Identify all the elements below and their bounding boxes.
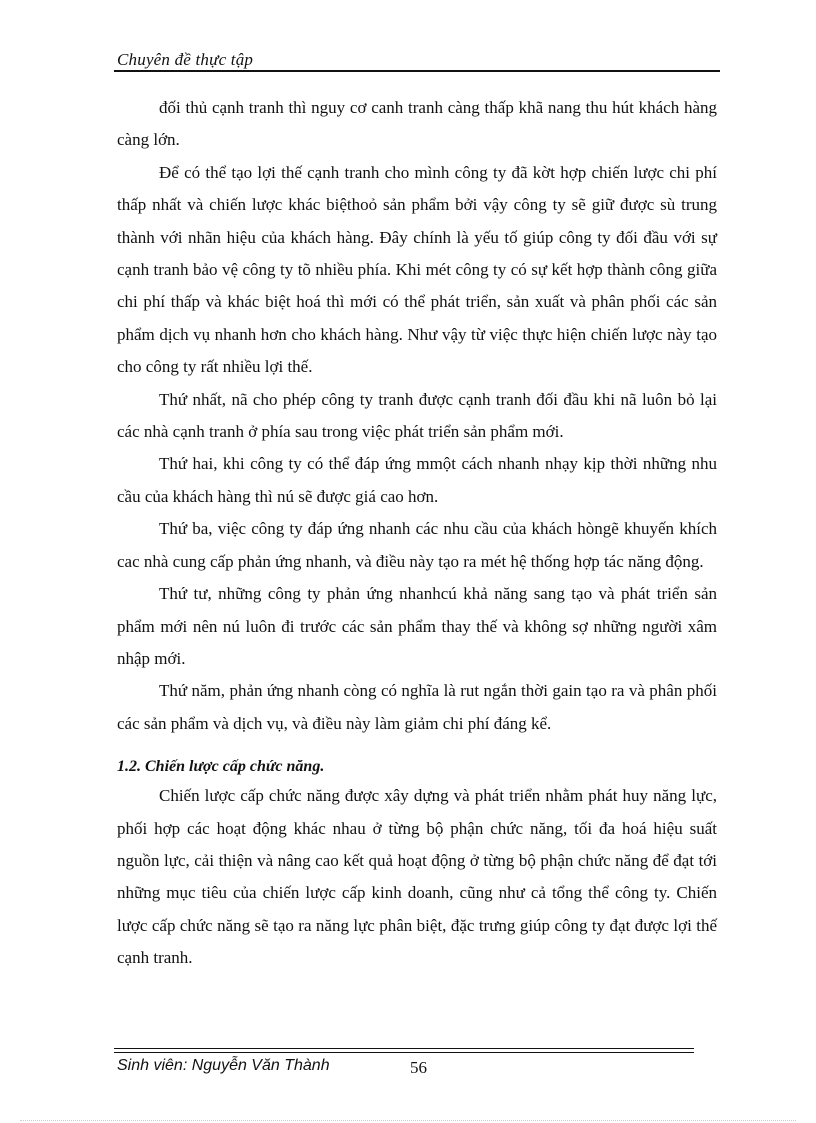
section-heading: 1.2. Chiến lược cấp chức năng. <box>117 758 325 776</box>
paragraph: Để có thể tạo lợi thế cạnh tranh cho mình công ty đã kờt hợp chiến lược chi phí thấp nhất và chiến lược khác biệthoỏ sản phẩm bởi vậy công ty sẽ giữ được sù trung thành với nhãn hiệu của khách hàng. Đây chính là yếu tố giúp công ty đối đầu với sự cạnh tranh bảo vệ công ty tõ nhiều phía. Khi mét công ty có sự kết hợp thành công giữa chi phí thấp và khác biệt hoá thì mới có thể phát triển, sản xuất và phân phối các sản phẩm dịch vụ nhanh hơn cho khách hàng. Như vậy từ việc thực hiện chiến lược này tạo cho công ty rất nhiều lợi thế. <box>117 162 717 377</box>
paragraph: Thứ hai, khi công ty có thể đáp ứng mmột cách nhanh nhạy kịp thời những nhu cầu của khách hàng thì nú sẽ được giá cao hơn. <box>117 454 717 506</box>
footer-student-name: Sinh viên: Nguyễn Văn Thành <box>117 1057 330 1074</box>
paragraph: Thứ nhất, nã cho phép công ty tranh được cạnh tranh đối đầu khi nã luôn bỏ lại các nhà cạnh tranh ở phía sau trong việc phát triển sản phẩm mới. <box>117 389 717 442</box>
page-edge-divider <box>20 1120 796 1121</box>
page-number: 56 <box>410 1058 427 1077</box>
header-rule <box>114 70 720 72</box>
footer-rule <box>114 1052 694 1053</box>
footer-rule <box>114 1048 694 1049</box>
running-header: Chuyên đề thực tập <box>117 50 254 69</box>
paragraph: Thứ năm, phản ứng nhanh còng có nghĩa là rut ngắn thời gain tạo ra và phân phối các sản phẩm và dịch vụ, và điều này làm giảm chi phí đáng kể. <box>117 681 717 733</box>
paragraph: Thứ tư, những công ty phản ứng nhanhcú khả năng sang tạo và phát triển sản phẩm mới nên nú luôn đi trước các sản phẩm thay thế và không sợ những người xâm nhập mới. <box>117 584 717 668</box>
paragraph: đối thủ cạnh tranh thì nguy cơ canh tranh càng thấp khã nang thu hút khách hàng càng lớn. <box>117 98 717 150</box>
paragraph: Chiến lược cấp chức năng được xây dựng và phát triển nhằm phát huy năng lực, phối hợp các hoạt động khác nhau ở từng bộ phận chức năng, tối đa hoá hiệu suất nguồn lực, cải thiện và nâng cao kết quả hoạt động ở từng bộ phận chức năng để đạt tới những mục tiêu của chiến lược cấp kinh doanh, cũng như cả tổng thể công ty. Chiến lược cấp chức năng sẽ tạo ra năng lực phân biệt, đặc trưng giúp công ty đạt được lợi thế cạnh tranh. <box>117 786 717 968</box>
paragraph: Thứ ba, việc công ty đáp ứng nhanh các nhu cầu của khách hòngẽ khuyến khích cac nhà cung cấp phản ứng nhanh, và điều này tạo ra mét hệ thống hợp tác năng động. <box>117 519 717 571</box>
body-text <box>117 92 717 975</box>
